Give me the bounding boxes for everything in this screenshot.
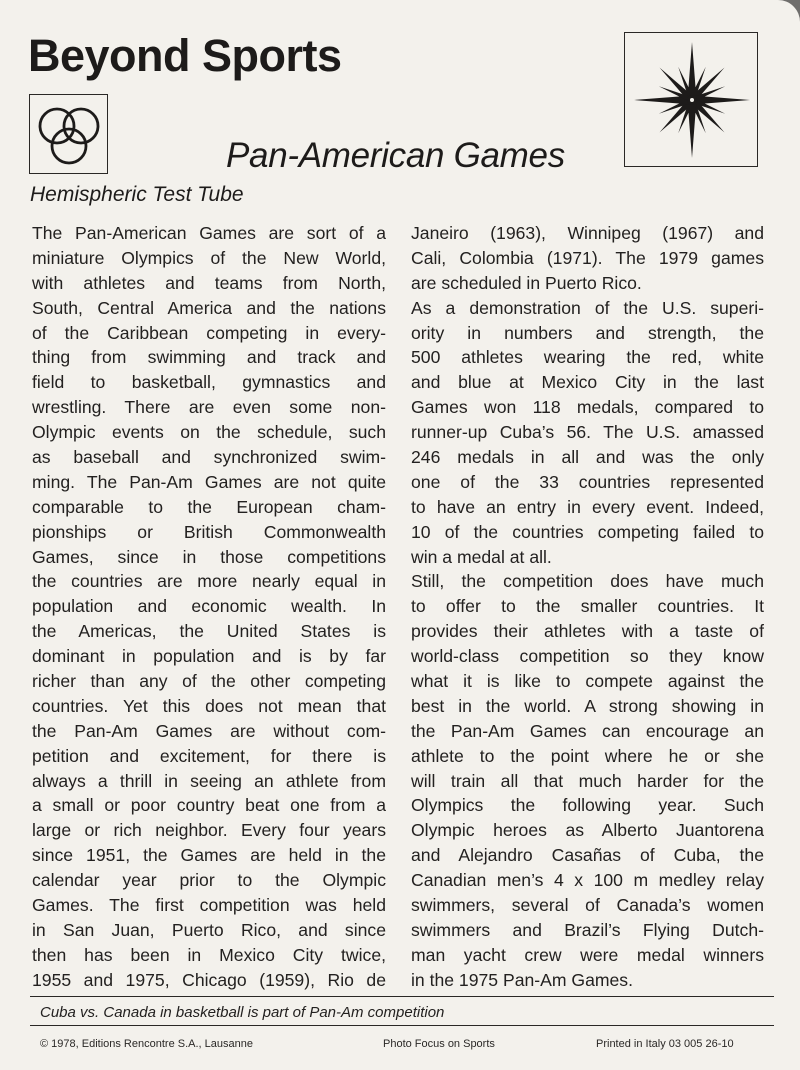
body-line: the Pan-Am Games are without com- [32, 720, 386, 741]
body-column-right [411, 221, 764, 993]
body-line: field to basketball, gymnastics and [32, 372, 386, 393]
body-line: runner-up Cuba’s 56. The U.S. amassed [411, 422, 764, 443]
card-title: Pan-American Games [226, 136, 565, 175]
body-line: pionships or British Commonwealth [32, 521, 386, 542]
body-line: dominant in population and is by far [32, 646, 386, 667]
body-line: to offer to the smaller countries. It [411, 596, 764, 617]
photo-caption: Cuba vs. Canada in basketball is part of Pan-Am competition [40, 1004, 445, 1021]
body-line: one of the 33 countries represented [411, 471, 764, 492]
body-column-left [32, 221, 386, 993]
body-line: Olympics the following year. Such [411, 795, 764, 816]
body-line: Games won 118 medals, compared to [411, 397, 764, 418]
body-line: with athletes and teams from North, [32, 272, 386, 293]
body-line: always a thrill in seeing an athlete from [32, 770, 386, 791]
caption-rule-bottom [30, 1025, 774, 1026]
footer-photo-credit: Photo Focus on Sports [383, 1038, 495, 1050]
body-line: Olympic events on the schedule, such [32, 422, 386, 443]
body-line: thing from swimming and track and [32, 347, 386, 368]
body-line: in the 1975 Pan-Am Games. [411, 969, 633, 990]
footer-copyright: © 1978, Editions Rencontre S.A., Lausanne [40, 1038, 253, 1050]
body-line: swimmers and Brazil’s Flying Dutch- [411, 919, 764, 940]
body-line: richer than any of the other competing [32, 671, 386, 692]
body-line: As a demonstration of the U.S. superi- [411, 297, 764, 318]
body-line: and blue at Mexico City in the last [411, 372, 764, 393]
body-line: Games, since in those competitions [32, 546, 386, 567]
body-line: win a medal at all. [411, 546, 552, 567]
body-line: as baseball and synchronized swim- [32, 447, 386, 468]
footer-print-info: Printed in Italy 03 005 26-10 [596, 1038, 734, 1050]
body-line: man yacht crew were medal winners [411, 944, 764, 965]
body-line: what it is like to compete against the [411, 671, 764, 692]
body-line: Games. The first competition was held [32, 895, 386, 916]
body-line: wrestling. There are even some non- [32, 397, 386, 418]
body-line: will train all that much harder for the [411, 770, 764, 791]
olympic-rings-icon [30, 95, 109, 175]
compass-rose-icon [625, 33, 759, 168]
body-line: 246 medals in all and was the only [411, 447, 764, 468]
body-line: large or rich neighbor. Every four years [32, 820, 386, 841]
body-line: 1955 and 1975, Chicago (1959), Rio de [32, 969, 386, 990]
body-line: are scheduled in Puerto Rico. [411, 272, 642, 293]
body-line: Canadian men’s 4 x 100 m medley relay [411, 870, 764, 891]
body-line: since 1951, the Games are held in the [32, 845, 386, 866]
body-line: in San Juan, Puerto Rico, and since [32, 919, 386, 940]
body-line: athlete to the point where he or she [411, 745, 764, 766]
series-title: Beyond Sports [28, 30, 342, 81]
caption-rule-top [30, 996, 774, 997]
body-line: world-class competition so they know [411, 646, 764, 667]
body-line: the Pan-Am Games can encourage an [411, 720, 764, 741]
body-line: South, Central America and the nations [32, 297, 386, 318]
body-line: calendar year prior to the Olympic [32, 870, 386, 891]
body-line: 500 athletes wearing the red, white [411, 347, 764, 368]
body-line: comparable to the European cham- [32, 496, 386, 517]
card-subtitle: Hemispheric Test Tube [30, 183, 244, 206]
compass-box [624, 32, 758, 167]
body-line: ority in numbers and strength, the [411, 322, 764, 343]
body-line: petition and excitement, for there is [32, 745, 386, 766]
body-line: and Alejandro Casañas of Cuba, the [411, 845, 764, 866]
body-line: the Americas, the United States is [32, 621, 386, 642]
body-line: provides their athletes with a taste of [411, 621, 764, 642]
body-line: best in the world. A strong showing in [411, 695, 764, 716]
body-line: swimmers, several of Canada’s women [411, 895, 764, 916]
body-line: Cali, Colombia (1971). The 1979 games [411, 247, 764, 268]
emblem-box [29, 94, 108, 174]
body-line: Janeiro (1963), Winnipeg (1967) and [411, 223, 764, 243]
body-line: then has been in Mexico City twice, [32, 944, 386, 965]
body-line: population and economic wealth. In [32, 596, 386, 617]
body-line: the countries are more nearly equal in [32, 571, 386, 592]
body-line: to have an entry in every event. Indeed, [411, 496, 764, 517]
body-line: ming. The Pan-Am Games are not quite [32, 471, 386, 492]
body-line: 10 of the countries competing failed to [411, 521, 764, 542]
body-line: Olympic heroes as Alberto Juantorena [411, 820, 764, 841]
body-line: Still, the competition does have much [411, 571, 764, 592]
body-line: The Pan-American Games are sort of a [32, 223, 386, 243]
body-line: of the Caribbean competing in every- [32, 322, 386, 343]
body-line: countries. Yet this does not mean that [32, 695, 386, 716]
body-line: miniature Olympics of the New World, [32, 247, 386, 268]
body-line: a small or poor country beat one from a [32, 795, 386, 816]
